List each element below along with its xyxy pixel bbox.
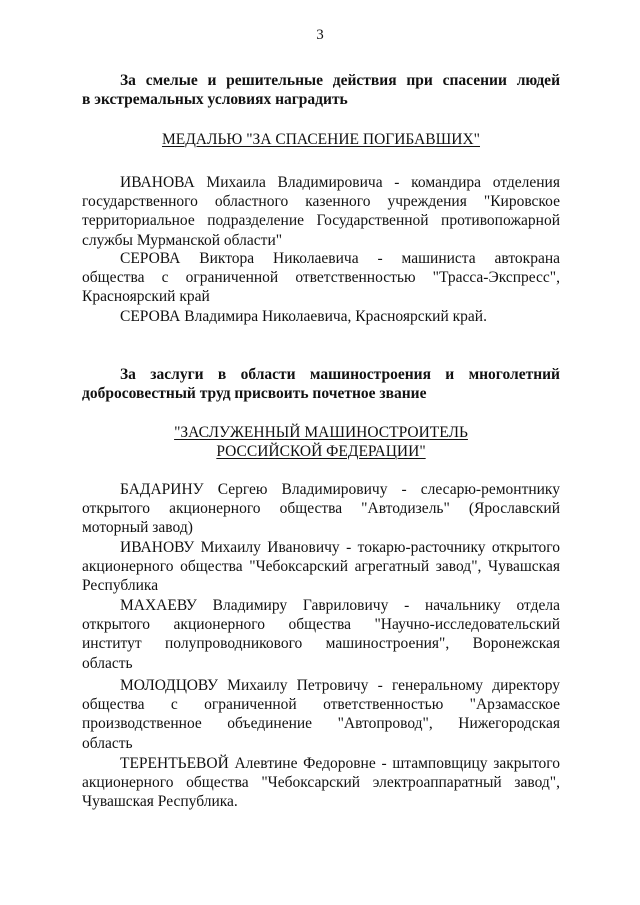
entry-line: общества с ограниченной ответственностью "Арзамасское <box>82 696 560 714</box>
entry-line: государственного областного казенного учреждения "Кировское <box>82 193 560 211</box>
section2-entry-5 <box>82 754 560 812</box>
section1-entry-3 <box>82 307 560 326</box>
entry-line: производственное объединение "Автопровод", Нижегородская <box>82 715 560 733</box>
entry-line: БАДАРИНУ Сергею Владимировичу - слесарю-ремонтнику <box>120 481 560 498</box>
entry-line: ИВАНОВУ Михаилу Ивановичу - токарю-расточнику открытого <box>120 539 560 556</box>
title-line1 <box>82 423 560 442</box>
entry-line: Республика <box>82 577 159 595</box>
page-number: 3 <box>316 27 324 43</box>
entry-line: службы Мурманской области" <box>82 231 283 249</box>
section2-entry-2 <box>82 538 560 596</box>
title-line2 <box>82 442 560 461</box>
entry-line: МОЛОДЦОВУ Михаилу Петровичу - генеральному директору <box>120 677 560 694</box>
section1-award-title <box>82 130 560 149</box>
section2-intro <box>82 365 560 403</box>
section1-intro-line1: За смелые и решительные действия при спасении людей <box>120 72 560 89</box>
section2-entry-3 <box>82 596 560 673</box>
entry-line: открытого акционерного общества "Автодизель" (Ярославский <box>82 500 560 518</box>
section1-entry-1 <box>82 173 560 250</box>
section2-title <box>82 423 560 461</box>
section2-entry-4 <box>82 676 560 753</box>
entry-line: МАХАЕВУ Владимиру Гавриловичу - начальнику отдела <box>120 597 560 614</box>
entry-line: территориальное подразделение Государственной противопожарной <box>82 212 560 230</box>
medal-title: МЕДАЛЬЮ "ЗА СПАСЕНИЕ ПОГИБАВШИХ" <box>161 131 480 148</box>
entry-line: общества с ограниченной ответственностью "Трасса-Экспресс", <box>82 269 560 287</box>
entry-line: Чувашская Республика. <box>82 793 238 811</box>
honorary-title-line1: "ЗАСЛУЖЕННЫЙ МАШИНОСТРОИТЕЛЬ <box>174 424 468 441</box>
entry-line: открытого акционерного общества "Научно-исследовательский <box>82 616 560 634</box>
section2-intro-line2: добросовестный труд присвоить почетное звание <box>82 385 427 403</box>
entry-line: ТЕРЕНТЬЕВОЙ Алевтине Федоровне - штамповщицу закрытого <box>120 755 560 772</box>
entry-line: СЕРОВА Владимира Николаевича, Красноярский край. <box>120 308 487 325</box>
entry-line: Красноярский край <box>82 288 210 306</box>
section2-intro-line1: За заслуги в области машиностроения и многолетний <box>120 366 560 383</box>
entry-line: СЕРОВА Виктора Николаевича - машиниста автокрана <box>120 250 560 267</box>
entry-line: моторный завод) <box>82 519 193 537</box>
section1-entry-2 <box>82 249 560 307</box>
entry-line: институт полупроводникового машиностроения", Воронежская <box>82 635 560 653</box>
entry-line: область <box>82 734 133 752</box>
entry-line: акционерного общества "Чебоксарский агрегатный завод", Чувашская <box>82 558 560 576</box>
entry-line: акционерного общества "Чебоксарский электроаппаратный завод", <box>82 774 560 792</box>
section1-intro <box>82 71 560 109</box>
section1-intro-line2: в экстремальных условиях наградить <box>82 91 348 109</box>
section2-entry-1 <box>82 480 560 538</box>
honorary-title-line2: РОССИЙСКОЙ ФЕДЕРАЦИИ" <box>216 443 426 461</box>
entry-line: ИВАНОВА Михаила Владимировича - командира отделения <box>120 174 560 191</box>
entry-line: область <box>82 654 133 672</box>
